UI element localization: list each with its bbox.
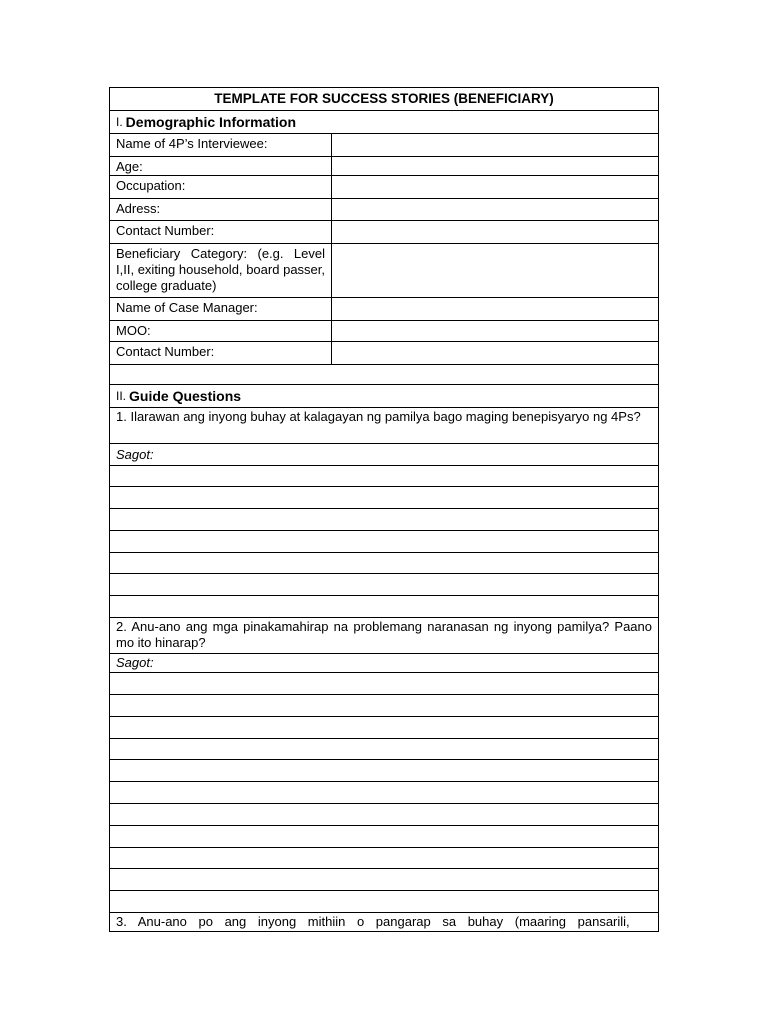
field-row-contact-2 bbox=[110, 342, 658, 365]
question-2: 2. Anu-ano ang mga pinakamahirap na problemang naranasan ng inyong pamilya? Paano mo ito hinarap? bbox=[110, 618, 658, 654]
success-story-form bbox=[109, 87, 659, 932]
section-number: I. bbox=[116, 115, 123, 129]
answer-line[interactable] bbox=[110, 695, 658, 717]
field-value-cell[interactable] bbox=[332, 134, 658, 156]
field-row-case-manager bbox=[110, 298, 658, 321]
field-value-cell[interactable] bbox=[332, 298, 658, 320]
answer-line[interactable] bbox=[110, 553, 658, 574]
answer-label: Sagot: bbox=[110, 654, 658, 673]
answer-line[interactable] bbox=[110, 717, 658, 739]
field-label: Occupation: bbox=[110, 176, 332, 198]
field-row-occupation bbox=[110, 176, 658, 199]
field-value-cell[interactable] bbox=[332, 342, 658, 364]
field-value-cell[interactable] bbox=[332, 157, 658, 175]
field-label: Age: bbox=[110, 157, 332, 175]
field-label: Name of Case Manager: bbox=[110, 298, 332, 320]
field-row-contact bbox=[110, 221, 658, 244]
answer-line[interactable] bbox=[110, 487, 658, 509]
answer-line[interactable] bbox=[110, 596, 658, 618]
answer-line[interactable] bbox=[110, 891, 658, 913]
field-value-cell[interactable] bbox=[332, 199, 658, 220]
field-label: Contact Number: bbox=[110, 221, 332, 243]
answer-line[interactable] bbox=[110, 739, 658, 760]
answer-line[interactable] bbox=[110, 574, 658, 596]
answer-line[interactable] bbox=[110, 466, 658, 487]
question-1: 1. Ilarawan ang inyong buhay at kalagayan ng pamilya bago maging benepisyaryo ng 4Ps? bbox=[110, 408, 658, 444]
answer-line[interactable] bbox=[110, 826, 658, 848]
spacer-row bbox=[110, 365, 658, 385]
answer-line[interactable] bbox=[110, 804, 658, 826]
form-title: TEMPLATE FOR SUCCESS STORIES (BENEFICIARY) bbox=[110, 88, 658, 111]
answer-line[interactable] bbox=[110, 782, 658, 804]
answer-line[interactable] bbox=[110, 869, 658, 891]
field-value-cell[interactable] bbox=[332, 221, 658, 243]
section-demographic bbox=[110, 111, 658, 134]
field-label: Adress: bbox=[110, 199, 332, 220]
field-label: Name of 4P’s Interviewee: bbox=[110, 134, 332, 156]
section-heading: Demographic Information bbox=[125, 114, 297, 130]
field-row-address bbox=[110, 199, 658, 221]
section-guide-questions bbox=[110, 385, 658, 408]
field-row-interviewee bbox=[110, 134, 658, 157]
field-value-cell[interactable] bbox=[332, 321, 658, 341]
field-label: Beneficiary Category: (e.g. Level I,II, exiting household, board passer, college graduate) bbox=[110, 244, 332, 297]
answer-line[interactable] bbox=[110, 531, 658, 553]
answer-line[interactable] bbox=[110, 673, 658, 695]
field-label: MOO: bbox=[110, 321, 332, 341]
section-heading: Guide Questions bbox=[129, 388, 242, 404]
field-row-moo bbox=[110, 321, 658, 342]
answer-line[interactable] bbox=[110, 509, 658, 531]
answer-line[interactable] bbox=[110, 760, 658, 782]
answer-line[interactable] bbox=[110, 848, 658, 869]
section-number: II. bbox=[116, 389, 127, 403]
field-row-beneficiary-category bbox=[110, 244, 658, 298]
answer-label: Sagot: bbox=[110, 444, 658, 466]
field-row-age bbox=[110, 157, 658, 176]
field-value-cell[interactable] bbox=[332, 244, 658, 297]
field-value-cell[interactable] bbox=[332, 176, 658, 198]
field-label: Contact Number: bbox=[110, 342, 332, 364]
question-3: 3. Anu-ano po ang inyong mithiin o pangarap sa buhay (maaring pansarili, bbox=[116, 914, 630, 929]
